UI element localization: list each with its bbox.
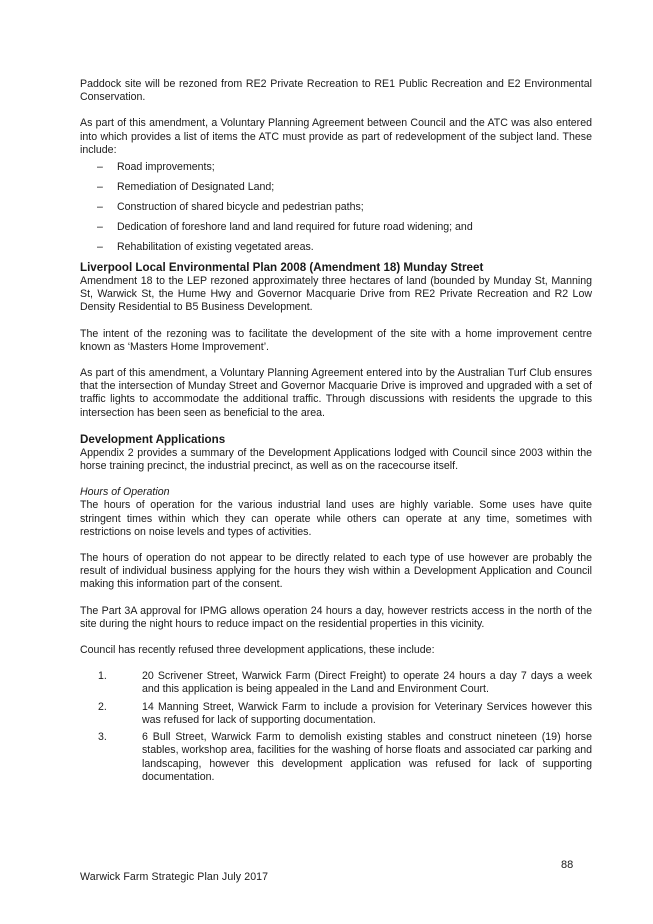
list-number: 1.: [98, 670, 107, 683]
page-content: [80, 78, 592, 788]
dash-bullet: –: [97, 201, 103, 214]
paragraph-amendment-18: Amendment 18 to the LEP rezoned approximately three hectares of land (bounded by Munday St, Manning St, Warwick St, the Hume Hwy and Governor Macquarie Drive from RE2 Private Recreation and R2 Low Density Residential to B5 Business Development.: [80, 275, 592, 314]
page-number: 88: [561, 859, 574, 871]
paragraph-appendix-2: Appendix 2 provides a summary of the Development Applications lodged with Council since 2003 within the horse training precinct, the industrial precinct, as well as on the racecourse itself.: [80, 446, 592, 473]
list-number: 2.: [98, 700, 107, 713]
paragraph-part-3a-ipmg: The Part 3A approval for IPMG allows operation 24 hours a day, however restricts access in the north of the site during the night hours to reduce impact on the residential properties in this vicinity.: [80, 604, 592, 630]
refused-applications-list: [80, 670, 592, 784]
footer-text: Warwick Farm Strategic Plan July 2017: [80, 871, 269, 883]
dash-bullet: –: [97, 181, 103, 194]
lep-amendment-heading: Liverpool Local Environmental Plan 2008 (Amendment 18) Munday Street: [80, 261, 484, 275]
dash-bullet: –: [97, 221, 103, 234]
list-item: 2. 14 Manning Street, Warwick Farm to include a provision for Veterinary Services however this was refused for lack of supporting documentation.: [98, 700, 592, 726]
paragraph-vpa-council-atc: As part of this amendment, a Voluntary Planning Agreement between Council and the ATC was also entered into which provides a list of items the ATC must provide as part of redevelopment of the subject land. These include:: [80, 117, 592, 156]
paragraph-rezoning-intent: The intent of the rezoning was to facilitate the development of the site with a home improvement centre known as ‘Masters Home Improvement’.: [80, 327, 592, 353]
development-applications-heading: Development Applications: [80, 432, 226, 446]
list-item: 3. 6 Bull Street, Warwick Farm to demolish existing stables and construct nineteen (19) horse stables, workshop area, facilities for the washing of horse floats and associated car parking and landscaping, however this development application was refused for lack of supporting documentation.: [98, 731, 592, 783]
paragraph-paddock-rezoning: Paddock site will be rezoned from RE2 Private Recreation to RE1 Public Recreation and E2 Environmental Conservation.: [80, 78, 592, 104]
hours-of-operation-subheading: Hours of Operation: [80, 486, 170, 499]
dash-bullet: –: [97, 161, 103, 174]
vpa-items-list: [80, 161, 592, 254]
paragraph-vpa-intersection: As part of this amendment, a Voluntary Planning Agreement entered into by the Australian Turf Club ensures that the intersection of Munday Street and Governor Macquarie Drive is improved and upgraded with a set of traffic lights to accommodate the additional traffic. Through discussions with residents the upgrade to this intersection has been seen as beneficial to the area.: [80, 367, 592, 419]
list-item: – Rehabilitation of existing vegetated areas.: [97, 241, 314, 254]
paragraph-hours-variable: The hours of operation for the various industrial land uses are highly variable. Some uses have quite stringent times within which they can operate while others can operate at any time, sometimes with restrictions on noise levels and types of activities.: [80, 499, 592, 538]
list-item: – Road improvements;: [97, 161, 215, 174]
dash-bullet: –: [97, 241, 103, 254]
list-item: 1. 20 Scrivener Street, Warwick Farm (Direct Freight) to operate 24 hours a day 7 days a week and this application is being appealed in the Land and Environment Court.: [98, 670, 592, 696]
list-item: – Remediation of Designated Land;: [97, 181, 275, 194]
list-item: – Dedication of foreshore land and land required for future road widening; and: [97, 221, 473, 234]
list-item: – Construction of shared bicycle and pedestrian paths;: [97, 201, 364, 214]
paragraph-refused-intro: Council has recently refused three development applications, these include:: [80, 644, 435, 657]
paragraph-hours-consent: The hours of operation do not appear to be directly related to each type of use however are probably the result of individual business applying for the hours they wish within a Development Application and Council making this information part of the consent.: [80, 552, 592, 591]
list-number: 3.: [98, 731, 107, 744]
